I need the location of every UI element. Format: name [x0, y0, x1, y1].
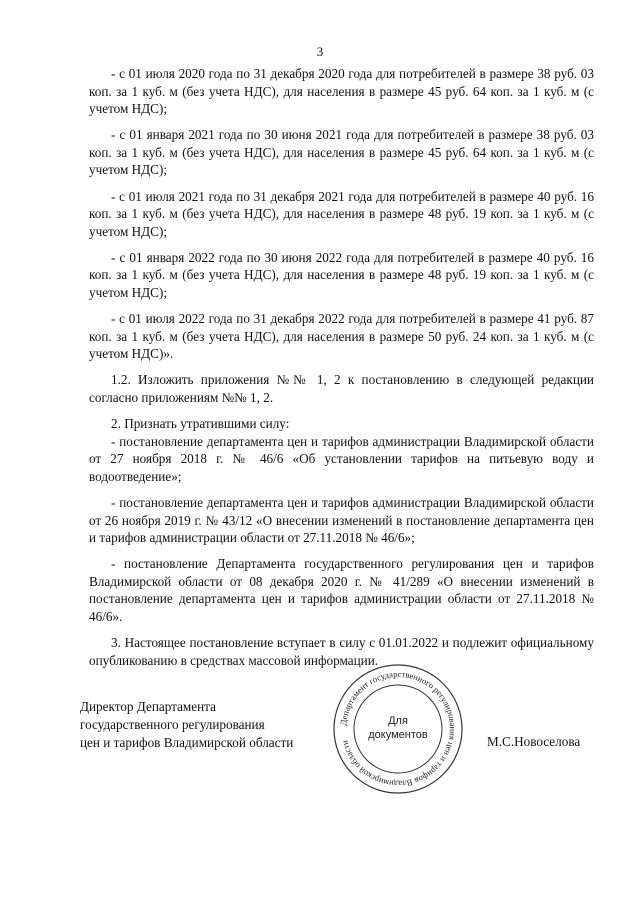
clause-1-2: 1.2. Изложить приложения №№ 1, 2 к постановлению в следующей редакции согласно приложениям №№ 1, 2. — [89, 372, 594, 405]
tariff-paragraph-5: - с 01 июля 2022 года по 31 декабря 2022 года для потребителей в размере 41 руб. 87 коп. за 1 куб. м (без учета НДС), для населения в размере 50 руб. 24 коп. за 1 куб. м (с учетом НДС)». — [89, 311, 594, 362]
repealed-act-1: - постановление департамента цен и тарифов администрации Владимирской области от 27 ноября 2018 г. № 46/6 «Об установлении тарифов на питьевую воду и водоотведение»; — [89, 433, 594, 484]
position-line-3: цен и тарифов Владимирской области — [80, 735, 294, 750]
position-line-1: Директор Департамента — [80, 699, 216, 714]
clause-3: 3. Настоящее постановление вступает в силу с 01.01.2022 и подлежит официальному опубликованию в средствах массовой информации. — [89, 635, 594, 668]
official-stamp — [331, 662, 465, 796]
tariff-paragraph-3: - с 01 июля 2021 года по 31 декабря 2021 года для потребителей в размере 40 руб. 16 коп. за 1 куб. м (без учета НДС), для населения в размере 48 руб. 19 коп. за 1 куб. м (с учетом НДС); — [89, 188, 594, 239]
clause-2-heading: 2. Признать утратившими силу: — [111, 416, 290, 432]
tariff-paragraph-2: - с 01 января 2021 года по 30 июня 2021 года для потребителей в размере 38 руб. 03 коп. за 1 куб. м (без учета НДС), для населения в размере 45 руб. 64 коп. за 1 куб. м (с учетом НДС); — [89, 127, 594, 178]
repealed-act-3: - постановление Департамента государственного регулирования цен и тарифов Владимирской области от 08 декабря 2020 г. № 41/289 «О внесении изменений в постановление департамента цен и тарифов администрации области от 27.11.2018 № 46/6». — [89, 556, 594, 625]
stamp-center-line-1: Для — [388, 715, 408, 727]
position-line-2: государственного регулирования — [80, 717, 265, 732]
document-body — [89, 65, 594, 678]
tariff-paragraph-1: - с 01 июля 2020 года по 31 декабря 2020 года для потребителей в размере 38 руб. 03 коп. за 1 куб. м (без учета НДС), для населения в размере 45 руб. 64 коп. за 1 куб. м (с учетом НДС); — [89, 66, 594, 117]
repealed-act-2: - постановление департамента цен и тарифов администрации Владимирской области от 26 ноября 2019 г. № 43/12 «О внесении изменений в постановление департамента цен и тарифов администрации области от 27.11.2018 № 46/6»; — [89, 494, 594, 546]
signatory-name: М.С.Новоселова — [487, 734, 581, 749]
stamp-ring-text: Департамент государственного регулирования цен и тарифов Владимирской области — [338, 668, 459, 790]
signatory-position — [80, 698, 293, 752]
page-number: 3 — [316, 44, 324, 59]
tariff-paragraph-4: - с 01 января 2022 года по 30 июня 2022 года для потребителей в размере 40 руб. 16 коп. за 1 куб. м (без учета НДС), для населения в размере 48 руб. 19 коп. за 1 куб. м (с учетом НДС); — [89, 249, 594, 301]
stamp-center-line-2: документов — [368, 729, 428, 741]
